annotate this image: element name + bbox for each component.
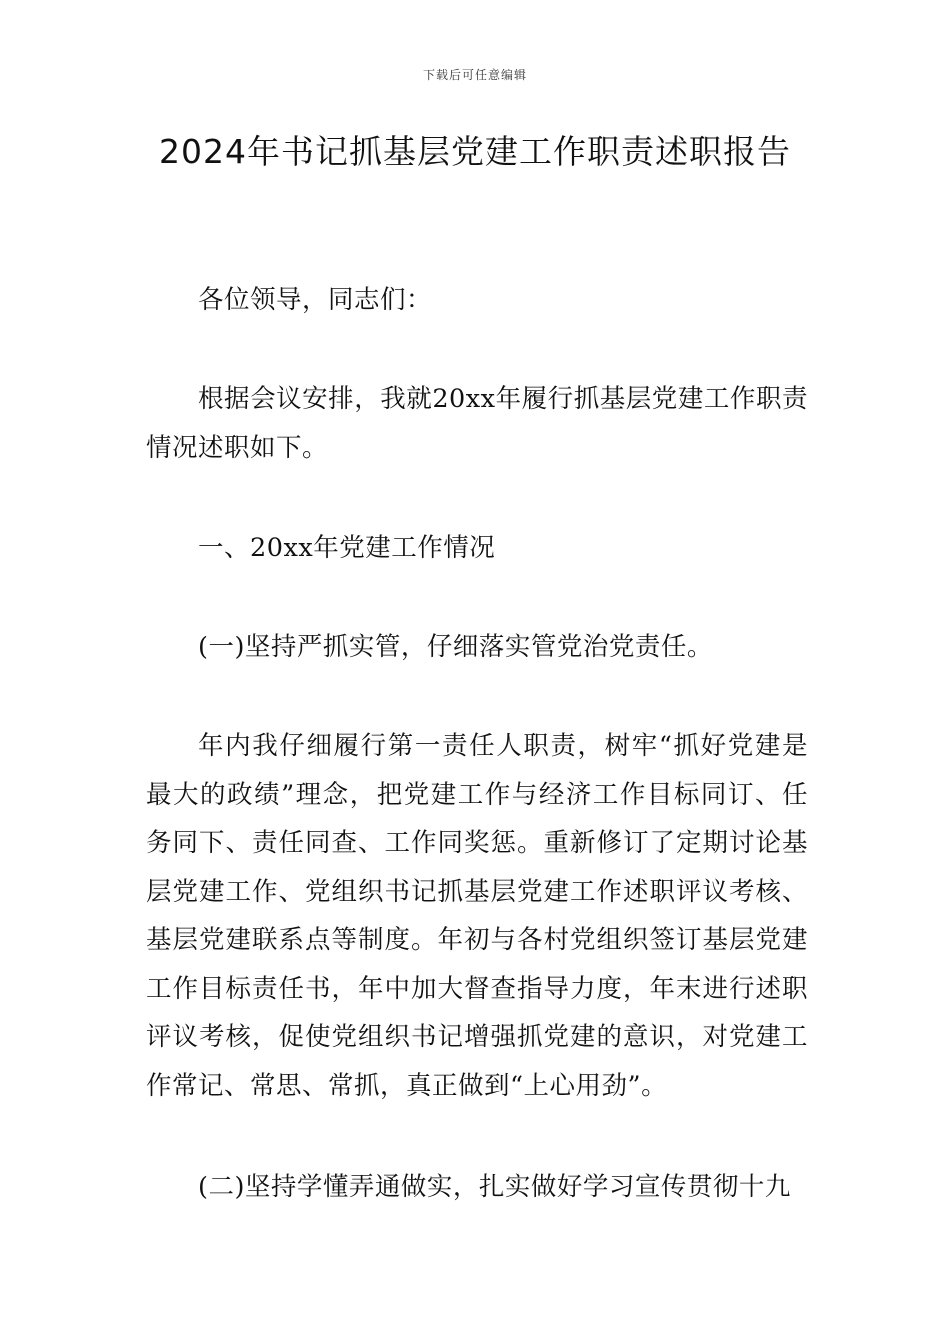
body-paragraph: 年内我仔细履行第一责任人职责，树牢“抓好党建是最大的政绩”理念，把党建工作与经济工作目标同订、任务同下、责任同查、工作同奖惩。重新修订了定期讨论基层党建工作、党组织书记抓基层党建工作述职评议考核、基层党建联系点等制度。年初与各村党组织签订基层党建工作目标责任书，年中加大督查指导力度，年末进行述职评议考核，促使党组织书记增强抓党建的意识，对党建工作常记、常思、常抓，真正做到“上心用劲”。 xyxy=(146,731,808,1101)
salutation-paragraph: 各位领导，同志们： xyxy=(198,285,433,315)
subsection-heading-1: (一)坚持严抓实管，仔细落实管党治党责任。 xyxy=(198,632,713,662)
intro-paragraph: 根据会议安排，我就20xx年履行抓基层党建工作职责情况述职如下。 xyxy=(146,384,808,463)
section-heading-1: 一、20xx年党建工作情况 xyxy=(198,533,496,563)
header-note: 下载后可任意编辑 xyxy=(422,68,527,82)
document-title: 2024年书记抓基层党建工作职责述职报告 xyxy=(159,132,791,171)
subsection-heading-2: (二)坚持学懂弄通做实，扎实做好学习宣传贯彻十九 xyxy=(198,1172,791,1202)
